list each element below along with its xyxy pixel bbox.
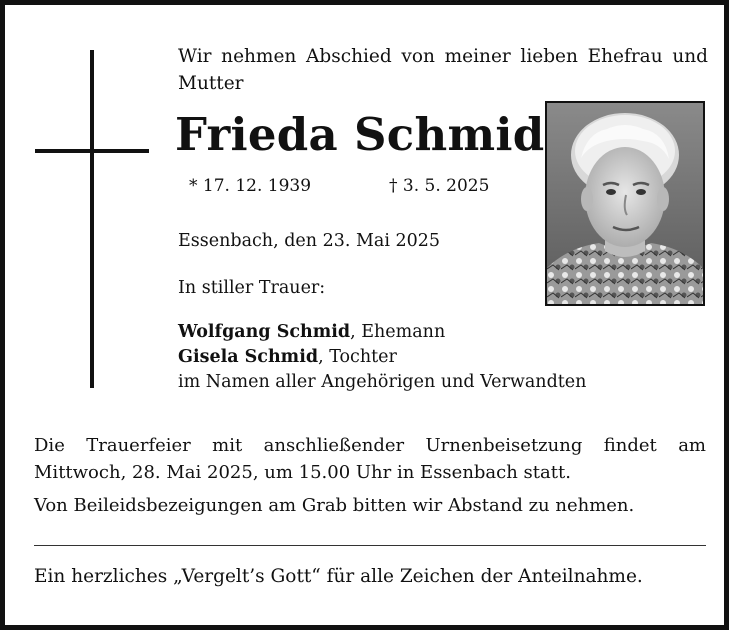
mourner-daughter <box>178 345 586 370</box>
thanks-text: Ein herzliches „Vergelt’s Gott“ für alle Zeichen der Anteilnahme. <box>34 566 643 587</box>
mourner-role: , Tochter <box>318 347 397 367</box>
relatives-line: im Namen aller Angehörigen und Verwandten <box>178 372 587 392</box>
mourner-name: Gisela Schmid <box>178 347 319 367</box>
intro-text: Wir nehmen Abschied von meiner lieben Ehefrau und Mutter <box>178 46 708 94</box>
mourner-role: , Ehemann <box>350 322 446 342</box>
portrait-photo <box>545 101 705 306</box>
birth-date: * 17. 12. 1939 <box>189 176 312 196</box>
mourner-husband <box>178 320 586 345</box>
death-date: † 3. 5. 2025 <box>389 176 490 196</box>
deceased-name: Frieda Schmid <box>175 108 545 161</box>
cross-vertical-bar <box>90 50 94 388</box>
place-and-date: Essenbach, den 23. Mai 2025 <box>178 231 441 251</box>
portrait-image <box>547 103 703 304</box>
mourner-name: Wolfgang Schmid <box>178 322 351 342</box>
funeral-notice: Die Trauerfeier mit anschließender Urnenbeisetzung findet am Mittwoch, 28. Mai 2025, um 15.00 Uhr in Essenbach statt. <box>34 435 706 483</box>
divider-line <box>34 545 706 546</box>
cross-horizontal-bar <box>35 149 149 153</box>
mourners-list <box>178 320 586 395</box>
condolence-notice: Von Beileidsbezeigungen am Grab bitten wir Abstand zu nehmen. <box>34 495 635 516</box>
in-grief-label: In stiller Trauer: <box>178 278 326 298</box>
